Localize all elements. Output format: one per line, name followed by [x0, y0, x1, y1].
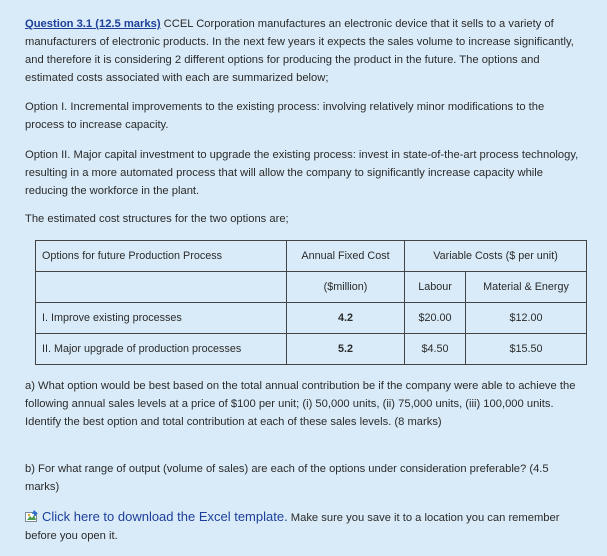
download-note: Make sure you save it to a location you can remember before you open it.	[25, 512, 560, 542]
table-intro: The estimated cost structures for the two options are;	[25, 213, 289, 225]
part-b-question: b) For what range of output (volume of sales) are each of the options under consideration preferable? (4.5 marks)	[25, 463, 549, 493]
table-row	[36, 303, 587, 334]
row-labour-cost: $20.00	[405, 303, 466, 334]
question-intro-text: CCEL Corporation manufactures an electronic device that it sells to a variety of manufacturers of electronic products. In the next few years it expects the sales volume to increase significantly, and therefore it is considering 2 different options for producing the product in the future. The options and estimated costs associated with each are summarized below;	[25, 18, 574, 84]
header-options: Options for future Production Process	[36, 241, 287, 272]
row-labour-cost: $4.50	[405, 334, 466, 365]
table-header-row	[36, 241, 587, 272]
row-option-name: II. Major upgrade of production processes	[36, 334, 287, 365]
subheader-empty	[36, 272, 287, 303]
download-row	[25, 508, 585, 545]
part-a-question: a) What option would be best based on the total annual contribution be if the company were able to achieve the following annual sales levels at a price of $100 per unit; (i) 50,000 units, (ii) 75,000 units, (iii) 100,000 units. Identify the best option and total contribution at each of these sales levels. (8 marks)	[25, 380, 576, 428]
download-image-icon[interactable]	[25, 510, 39, 522]
question-intro	[25, 15, 585, 87]
table-subheader-row	[36, 272, 587, 303]
option-1-description: Option I. Incremental improvements to the existing process: involving relatively minor modifications to the process to increase capacity.	[25, 101, 545, 131]
header-variable-costs: Variable Costs ($ per unit)	[405, 241, 587, 272]
header-fixed-cost: Annual Fixed Cost	[287, 241, 405, 272]
subheader-material: Material & Energy	[466, 272, 587, 303]
row-material-cost: $15.50	[466, 334, 587, 365]
row-fixed-cost: 4.2	[287, 303, 405, 334]
row-option-name: I. Improve existing processes	[36, 303, 287, 334]
option-2-description: Option II. Major capital investment to upgrade the existing process: invest in state-of-the-art process technology, resulting in a more automated process that will allow the company to significantly increase capacity while reducing the workforce in the plant.	[25, 149, 579, 197]
table-row	[36, 334, 587, 365]
row-material-cost: $12.00	[466, 303, 587, 334]
cost-structure-table	[35, 240, 587, 365]
download-template-link[interactable]: Click here to download the Excel template.	[42, 509, 288, 524]
subheader-labour: Labour	[405, 272, 466, 303]
subheader-fixed-unit: ($million)	[287, 272, 405, 303]
row-fixed-cost: 5.2	[287, 334, 405, 365]
question-heading: Question 3.1 (12.5 marks)	[25, 18, 161, 30]
